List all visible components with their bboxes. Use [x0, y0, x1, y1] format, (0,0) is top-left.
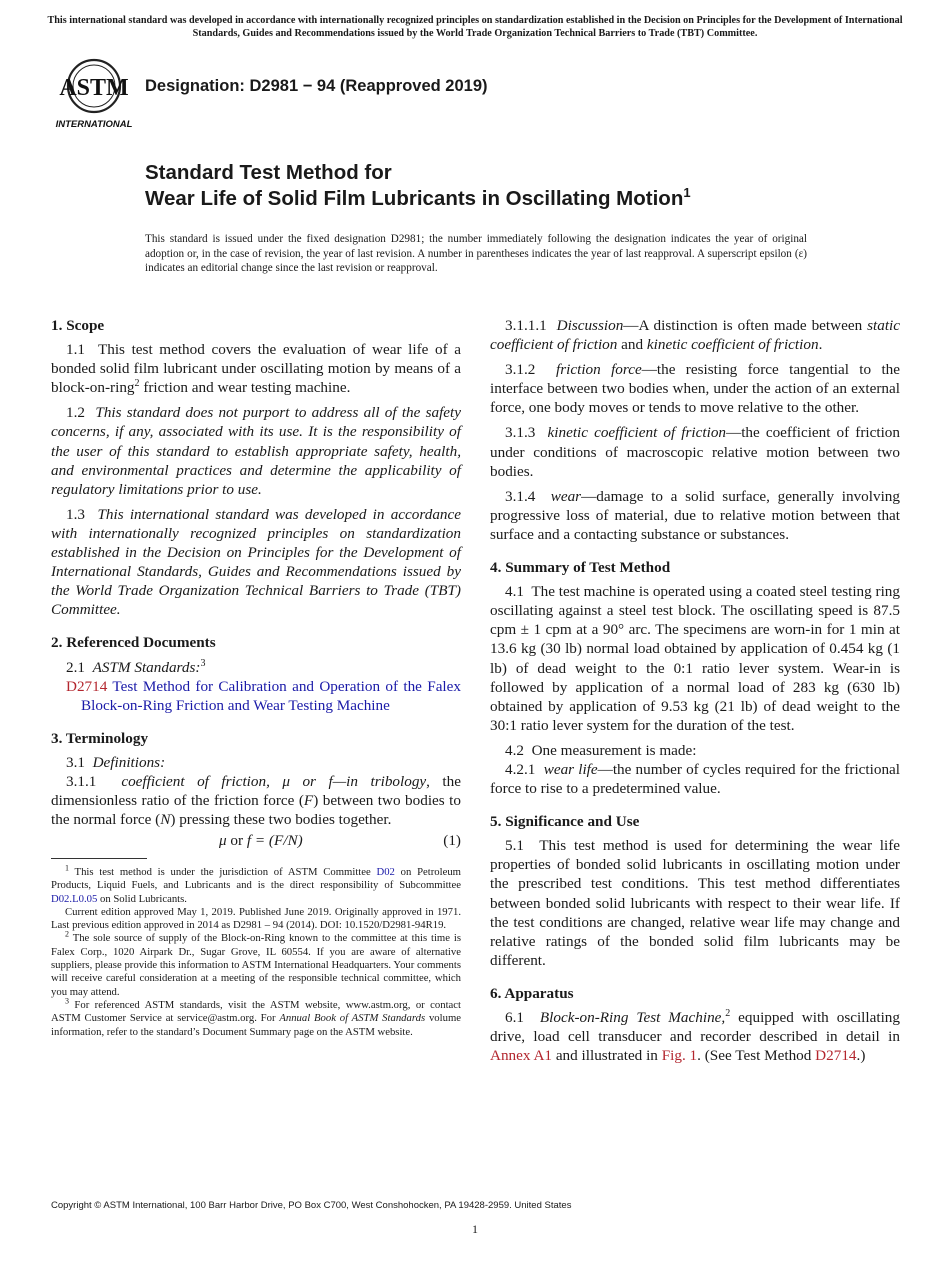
left-column	[51, 316, 461, 857]
apparatus-footnote-ref[interactable]: 2	[725, 1007, 731, 1019]
significance-5-1: 5.1 This test method is used for determining the wear life properties of bonded solid lubricants in oscillating motion under the prescribed test conditions. This test method differentiates between bonded solid lubricants with respect to their wear life. If the test conditions are changed, relative wear life may change and relative ratings of the bonded solid film lubricants may be different.	[490, 837, 900, 969]
d2714-link[interactable]: D2714	[815, 1047, 857, 1065]
issued-note: This standard is issued under the fixed designation D2981; the number immediately following the designation indicates the year of original adoption or, in the case of revision, the year of last revision. A number in parentheses indicates the year of last reapproval. A superscript epsilon (ε) indicates an editorial change since the last revision or reapproval.	[145, 233, 807, 274]
footnote-1-current: Current edition approved May 1, 2019. Published June 2019. Originally approved in 1971. Last previous edition approved in 2014 as D2981 – 94 (2014). DOI: 10.1520/D2981-94R19.	[51, 905, 461, 932]
title-footnote-ref[interactable]: 1	[683, 185, 691, 201]
terminology-3-1-1: 3.1.1 coefficient of friction, μ or f—in tribology, the dimensionless ratio of the friction force (F) between two bodies to the normal force (N) pressing these two bodies together.	[51, 772, 461, 829]
summary-4-1: 4.1 The test machine is operated using a coated steel testing ring oscillating against a steel test block. The oscillating speed is 87.5 cpm ± 1 cpm at a 90° arc. The specimens are worn-in for 1 min at 13.6 kg (30 lb) normal load obtained by application of 0.454 kg (1 lb) of dead weight to the 0:1 ratio lever system. Wear-in is followed by application of a normal load of 283 kg (630 lb) obtained by application of 9.53 kg (21 lb) of dead weight to the 30:1 ratio lever system for the duration of the test.	[490, 583, 900, 734]
referenced-heading: 2. Referenced Documents	[51, 634, 216, 652]
footnote-rule	[51, 858, 147, 859]
significance-heading: 5. Significance and Use	[490, 813, 640, 831]
equation-number: (1)	[443, 832, 461, 850]
scope-heading: 1. Scope	[51, 317, 105, 334]
top-notice: This international standard was developed in accordance with internationally recognized principles on standardization established in the Decision on Principles for the Development of International Standards, Guides and Recommendations issued by the World Trade Organization Technical Barriers to Trade (TBT) Committee.	[47, 15, 903, 39]
footnote-ref-2[interactable]: 2	[134, 378, 140, 390]
referenced-2-1: 2.1 ASTM Standards:$^3$	[66, 657, 206, 676]
title-line1: Standard Test Method for	[145, 161, 392, 184]
terminology-heading: 3. Terminology	[51, 729, 149, 747]
logo-text: ASTM	[59, 75, 129, 101]
apparatus-6-1: 6.1 Block-on-Ring Test Machine,$^2$ equipped with oscillating drive, load cell transducer and recorder described in detail in Annex A1 and illustrated in Fig. 1. (See Test Method D2714.)	[490, 1007, 900, 1065]
reference-title[interactable]: Test Method for Calibration and Operation of the Falex Block-on-Ring Friction and Wear Testing Machine	[81, 677, 461, 714]
summary-heading: 4. Summary of Test Method	[490, 559, 671, 577]
scope-1-3: 1.3 This international standard was developed in accordance with internationally recognized principles on standardization established in the Decision on Principles for the Development of International Standards, Guides and Recommendations issued by the World Trade Organization Technical Barriers to Trade (TBT) Committee.	[51, 505, 461, 619]
page-number: 1	[472, 1222, 478, 1236]
logo-sub: INTERNATIONAL	[55, 119, 133, 130]
astm-logo	[54, 56, 134, 132]
figure-link[interactable]: Fig. 1	[661, 1047, 698, 1065]
committee-link[interactable]: D02	[376, 866, 395, 878]
page-title	[145, 160, 691, 212]
scope-1-1: 1.1 This test method covers the evaluation of wear life of a bonded solid film lubricant under oscillating motion by means of a block-on-ring$^2$ friction and wear testing machine.	[51, 341, 461, 397]
subcommittee-link[interactable]: D02.L0.05	[51, 892, 98, 905]
apparatus-heading: 6. Apparatus	[490, 984, 574, 1002]
summary-4-2-1: 4.2.1 wear life—the number of cycles required for the frictional force to rise to a predetermined value.	[490, 760, 901, 798]
reference-code[interactable]: D2714	[66, 677, 108, 695]
terminology-3-1-2: 3.1.2 friction force—the resisting force tangential to the interface between two bodies when, under the action of an external force, one body moves or tends to move relative to the other.	[490, 361, 900, 417]
footnotes	[51, 863, 461, 1039]
footnote-2: $^2$ The sole source of supply of the Block-on-Ring known to the committee at this time is Falex Corp., 1020 Airpark Dr., Sugar Grove, IL 60554. If you are aware of alternative suppliers, please provide this information to ASTM International Headquarters. Your comments will receive careful consideration at a meeting of the responsible technical committee, which you may attend.	[51, 929, 461, 998]
summary-4-2: 4.2 One measurement is made:	[505, 741, 697, 759]
right-column	[490, 316, 900, 1071]
annex-link[interactable]: Annex A1	[490, 1047, 553, 1065]
equation-formula: μ or f = (F/N)	[219, 832, 303, 850]
footnote-3: $^3$ For referenced ASTM standards, visit the ASTM website, www.astm.org, or contact ASTM Customer Service at service@astm.org. For Annual Book of ASTM Standards volume information, refer to the standard’s Document Summary page on the ASTM website.	[51, 996, 461, 1038]
designation: Designation: D2981 − 94 (Reapproved 2019)	[145, 77, 488, 95]
terminology-3-1: 3.1 Definitions:	[66, 753, 166, 771]
scope-1-2: 1.2 This standard does not purport to address all of the safety concerns, if any, associated with its use. It is the responsibility of the user of this standard to establish appropriate safety, health, and environmental practices and determine the applicability of regulatory limitations prior to use.	[51, 404, 462, 498]
title-line2	[145, 186, 691, 212]
terminology-3-1-3: 3.1.3 kinetic coefficient of friction—the coefficient of friction under conditions of macroscopic relative motion between two bodies.	[490, 424, 900, 480]
title-line2-text: Wear Life of Solid Film Lubricants in Oscillating Motion	[145, 187, 684, 210]
terminology-3-1-4: 3.1.4 wear—damage to a solid surface, generally involving progressive loss of material, due to relative motion between that surface and a contacting substance or substances.	[490, 487, 900, 543]
terminology-3-1-1-1: 3.1.1.1 Discussion—A distinction is often made between static coefficient of friction and kinetic coefficient of friction.	[490, 317, 901, 354]
copyright: Copyright © ASTM International, 100 Barr Harbor Drive, PO Box C700, West Conshohocken, PA 19428-2959. United States	[51, 1200, 572, 1211]
reference-d2714[interactable]	[51, 677, 461, 715]
footnote-ref-3[interactable]: 3	[200, 657, 206, 669]
equation-1	[51, 831, 461, 851]
footnote-1: $^1$ This test method is under the jurisdiction of ASTM Committee D02 on Petroleum Products, Liquid Fuels, and Lubricants and is the direct responsibility of Subcommittee D02.L0.05 on Solid Lubricants.	[51, 863, 461, 905]
